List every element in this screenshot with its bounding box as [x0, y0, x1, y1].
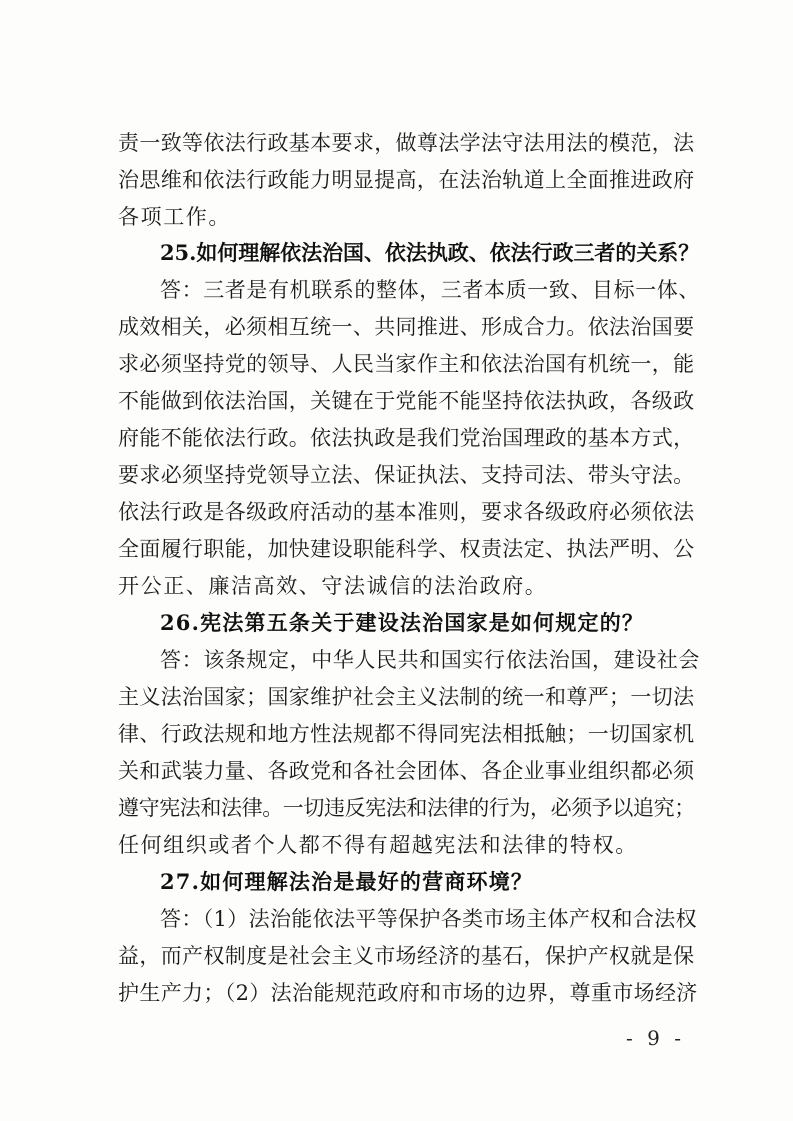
text-line: 责一致等依法行政基本要求，做尊法学法守法用法的模范，法 — [118, 131, 695, 155]
text-line: 任何组织或者个人都不得有超越宪法和法律的特权。 — [118, 833, 638, 857]
text-line: 治思维和依法行政能力明显提高，在法治轨道上全面推进政府 — [118, 168, 695, 192]
text-line: 全面履行职能，加快建设职能科学、权责法定、执法严明、公 — [118, 537, 695, 561]
text-line: 律、行政法规和地方性法规都不得同宪法相抵触；一切国家机 — [118, 722, 695, 746]
text-line: 不能做到依法治国，关键在于党能不能坚持依法执政，各级政 — [118, 389, 695, 413]
question-heading-26: 26.宪法第五条关于建设法治国家是如何规定的？ — [160, 610, 645, 635]
question-heading-25: 25.如何理解依法治国、依法执政、依法行政三者的关系？ — [160, 240, 700, 265]
text-line: 成效相关，必须相互统一、共同推进、形成合力。依法治国要 — [118, 315, 695, 339]
text-line: 求必须坚持党的领导、人民当家作主和依法治国有机统一，能 — [118, 352, 695, 376]
text-line: 益，而产权制度是社会主义市场经济的基石，保护产权就是保 — [118, 944, 695, 968]
text-line: 各项工作。 — [118, 205, 231, 229]
text-line: 开公正、廉洁高效、守法诚信的法治政府。 — [118, 574, 548, 598]
question-heading-27: 27.如何理解法治是最好的营商环境？ — [160, 869, 534, 894]
answer-first-line: 答：（1）法治能依法平等保护各类市场主体产权和合法权 — [160, 907, 697, 931]
page-number: - 9 - — [626, 1026, 685, 1050]
text-line: 护生产力；（2）法治能规范政府和市场的边界，尊重市场经济 — [118, 981, 698, 1005]
text-line: 关和武装力量、各政党和各社会团体、各企业事业组织都必须 — [118, 759, 695, 783]
answer-first-line: 答：该条规定，中华人民共和国实行依法治国，建设社会 — [160, 648, 700, 672]
text-line: 要求必须坚持党领导立法、保证执法、支持司法、带头守法。 — [118, 463, 695, 487]
text-line: 依法行政是各级政府活动的基本准则，要求各级政府必须依法 — [118, 500, 695, 524]
text-line: 主义法治国家；国家维护社会主义法制的统一和尊严；一切法 — [118, 685, 695, 709]
text-line: 府能不能依法行政。依法执政是我们党治国理政的基本方式， — [118, 426, 695, 450]
text-line: 遵守宪法和法律。一切违反宪法和法律的行为，必须予以追究； — [118, 796, 695, 820]
answer-first-line: 答：三者是有机联系的整体，三者本质一致、目标一体、 — [160, 278, 700, 302]
